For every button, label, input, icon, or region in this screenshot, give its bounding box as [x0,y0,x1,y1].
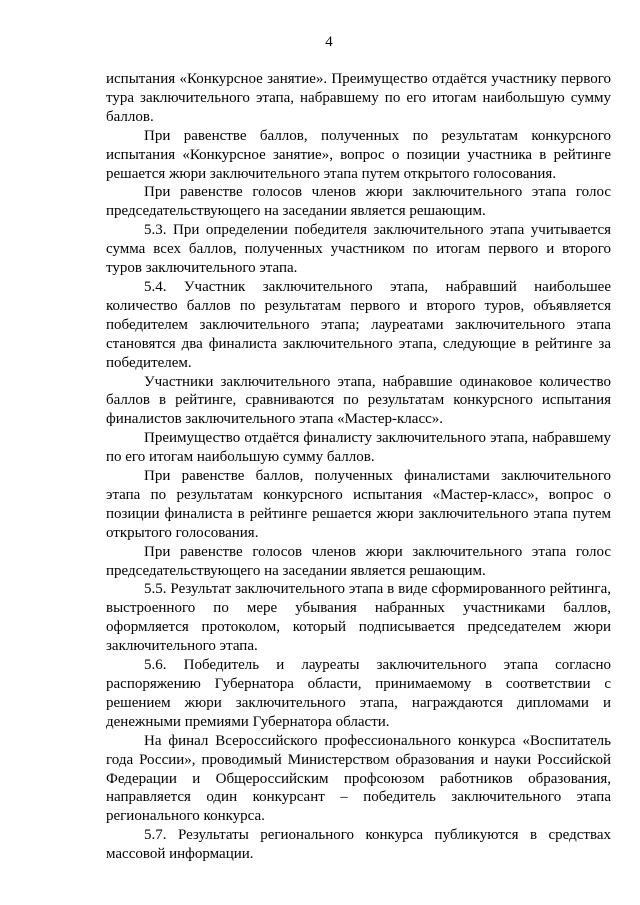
paragraph-national-final: На финал Всероссийского профессионального конкурса «Воспитатель года России», проводимый Министерством образования и науки Российской Федерации и Общероссийским профсоюзом работников образования, направляется один конкурсант – победитель заключительного этапа регионального конкурса. [106,732,611,825]
page-number: 4 [325,34,333,50]
paragraph-5-3: 5.3. При определении победителя заключительного этапа учитывается сумма всех баллов, полученных участником по итогам первого и второго туров заключительного этапа. [106,222,611,277]
paragraph-5-7: 5.7. Результаты регионального конкурса публикуются в средствах массовой информации. [106,827,611,863]
paragraph-equal-scores: Участники заключительного этапа, набравшие одинаковое количество баллов в рейтинге, сравниваются по результатам конкурсного испытания финалистов заключительного этапа «Мастер-класс». [106,373,611,428]
paragraph-5-5: 5.5. Результат заключительного этапа в виде сформированного рейтинга, выстроенного по мере убывания набранных участниками баллов, оформляется протоколом, который подписывается председателем жюри заключительного этапа. [106,581,611,655]
paragraph-chair-vote-2: При равенстве голосов членов жюри заключительного этапа голос председательствующего на заседании является решающим. [106,543,611,579]
document-body [106,70,611,864]
paragraph-5-4: 5.4. Участник заключительного этапа, набравший наибольшее количество баллов по результатам первого и второго туров, объявляется победителем заключительного этапа; лауреатами заключительного этапа становятся два финалиста заключительного этапа, следующие в рейтинге за победителем. [106,278,611,371]
paragraph-continuation: испытания «Конкурсное занятие». Преимущество отдаётся участнику первого тура заключительного этапа, набравшему по его итогам наибольшую сумму баллов. [106,71,611,125]
paragraph-tie-contest-lesson: При равенстве баллов, полученных по результатам конкурсного испытания «Конкурсное занятие», вопрос о позиции участника в рейтинге решается жюри заключительного этапа путем открытого голосования. [106,127,611,182]
paragraph-5-6: 5.6. Победитель и лауреаты заключительного этапа согласно распоряжению Губернатора области, принимаемому в соответствии с решением жюри заключительного этапа, награждаются дипломами и денежными премиями Губернатора области. [106,657,611,730]
paragraph-chair-vote-1: При равенстве голосов членов жюри заключительного этапа голос председательствующего на заседании является решающим. [106,184,611,220]
paragraph-tie-master-class: При равенстве баллов, полученных финалистами заключительного этапа по результатам конкурсного испытания «Мастер-класс», вопрос о позиции финалиста в рейтинге решается жюри заключительного этапа путем открытого голосования. [106,468,611,541]
paragraph-finalist-advantage: Преимущество отдаётся финалисту заключительного этапа, набравшему по его итогам наибольшую сумму баллов. [106,430,611,466]
